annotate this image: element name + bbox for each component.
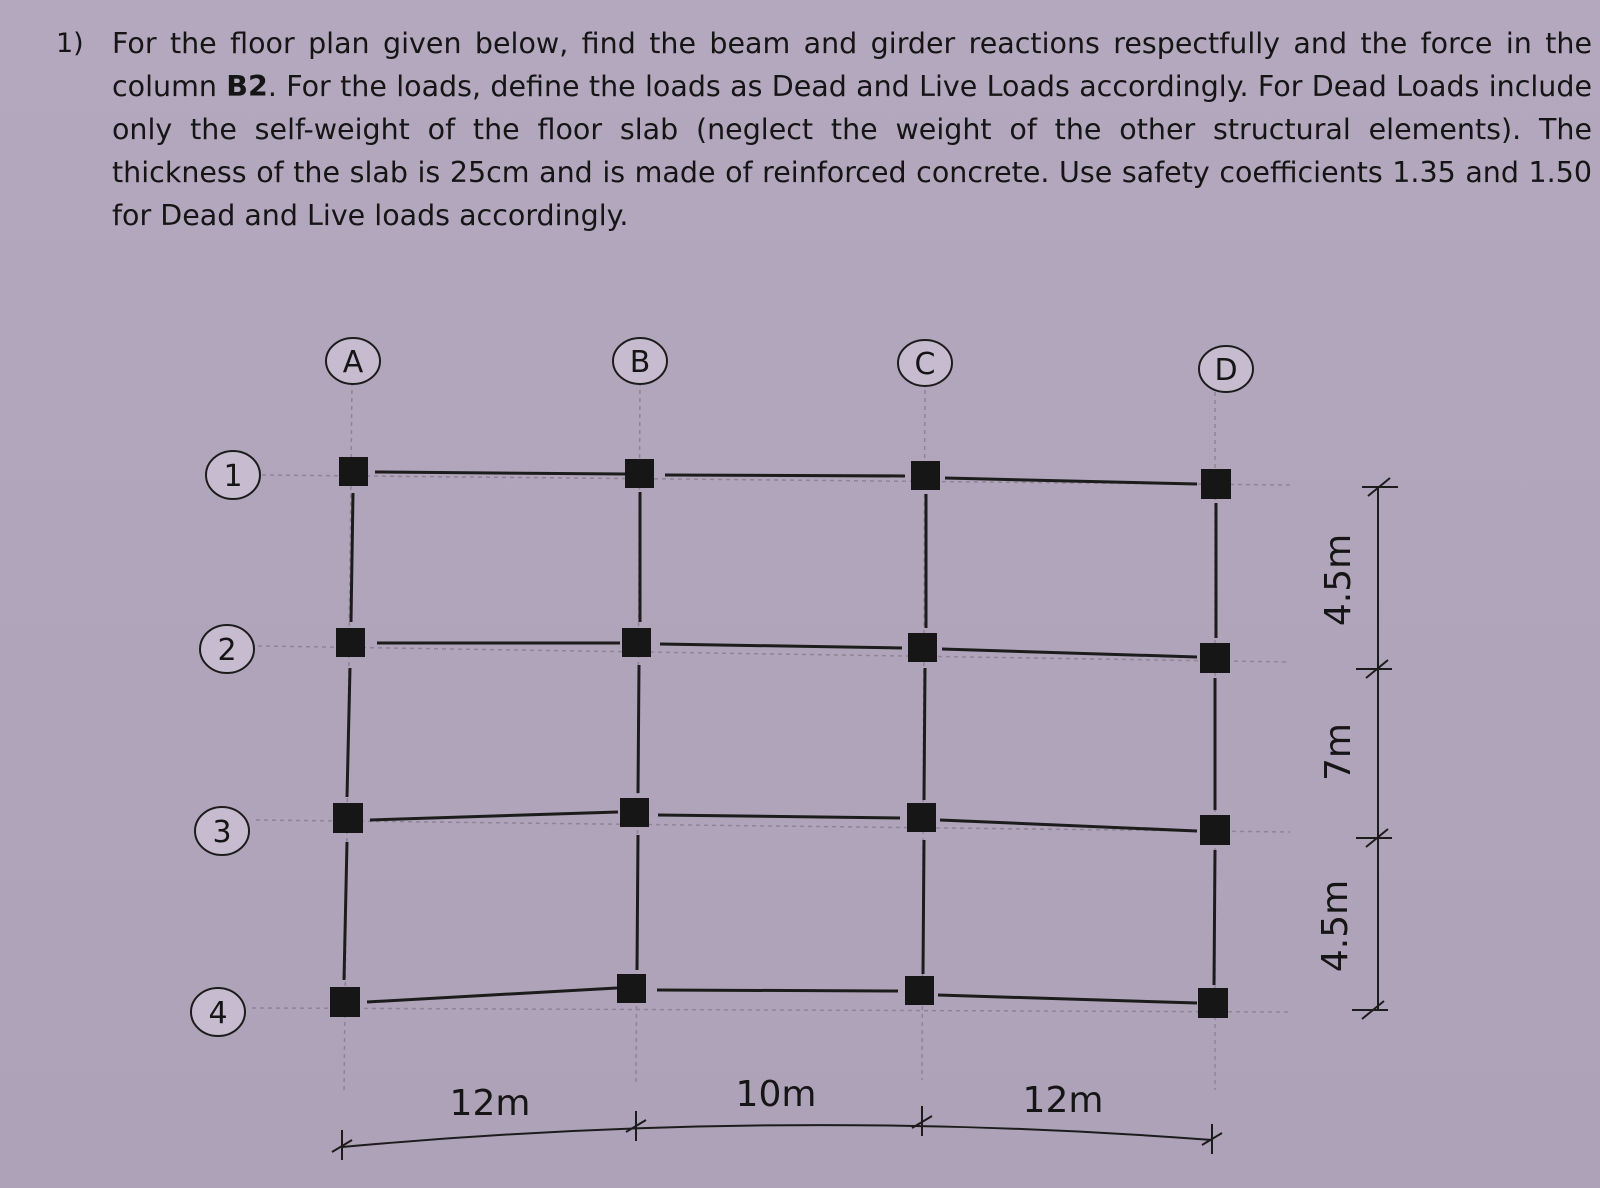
column-d3 — [1200, 815, 1230, 845]
column-a2 — [336, 628, 365, 657]
column-d4 — [1198, 988, 1228, 1018]
column-reference-b2: B2 — [226, 70, 268, 103]
question-text-part-2: . For the loads, define the loads as Dead and Live Loads accordingly. For Dead Loads include only the self-weight of the floor slab (neglect the weight of the other structural elements). The thickness of the slab is 25cm and is made of reinforced concrete. Use safety coefficients 1.35 and 1.50 for Dead and Live loads accordingly. — [112, 70, 1592, 232]
column-c1 — [911, 461, 940, 490]
columns — [330, 457, 1231, 1018]
column-a4 — [330, 987, 360, 1017]
axis-label-a: A — [342, 345, 364, 380]
column-d2 — [1200, 643, 1230, 673]
column-b4 — [617, 974, 646, 1003]
beam-lines — [344, 472, 1216, 1003]
column-a1 — [339, 457, 368, 486]
column-d1 — [1201, 469, 1231, 499]
axis-label-c: C — [914, 347, 936, 382]
span-b-c: 10m — [735, 1074, 817, 1115]
axis-label-b: B — [629, 345, 651, 380]
axis-label-1: 1 — [223, 459, 243, 494]
axis-label-2: 2 — [217, 633, 237, 668]
column-c2 — [908, 633, 937, 662]
column-a3 — [333, 803, 363, 833]
column-b1 — [625, 459, 654, 488]
span-a-b: 12m — [449, 1083, 531, 1124]
column-c4 — [905, 976, 934, 1005]
axis-label-d: D — [1214, 353, 1238, 388]
column-b2 — [622, 628, 651, 657]
axis-label-3: 3 — [212, 815, 232, 850]
axis-label-4: 4 — [208, 996, 228, 1031]
span-1-2: 4.5m — [1318, 533, 1359, 627]
grid-reference-lines — [252, 382, 1290, 1094]
span-2-3: 7m — [1318, 723, 1359, 781]
column-b3 — [620, 798, 649, 827]
span-c-d: 12m — [1022, 1080, 1104, 1121]
question-number: 1) — [56, 28, 84, 59]
column-c3 — [907, 803, 936, 832]
span-3-4: 4.5m — [1315, 879, 1356, 973]
question-text-part-1: For the floor plan given below, find the beam and girder reactions respectfully and the force in the column — [112, 27, 1592, 103]
